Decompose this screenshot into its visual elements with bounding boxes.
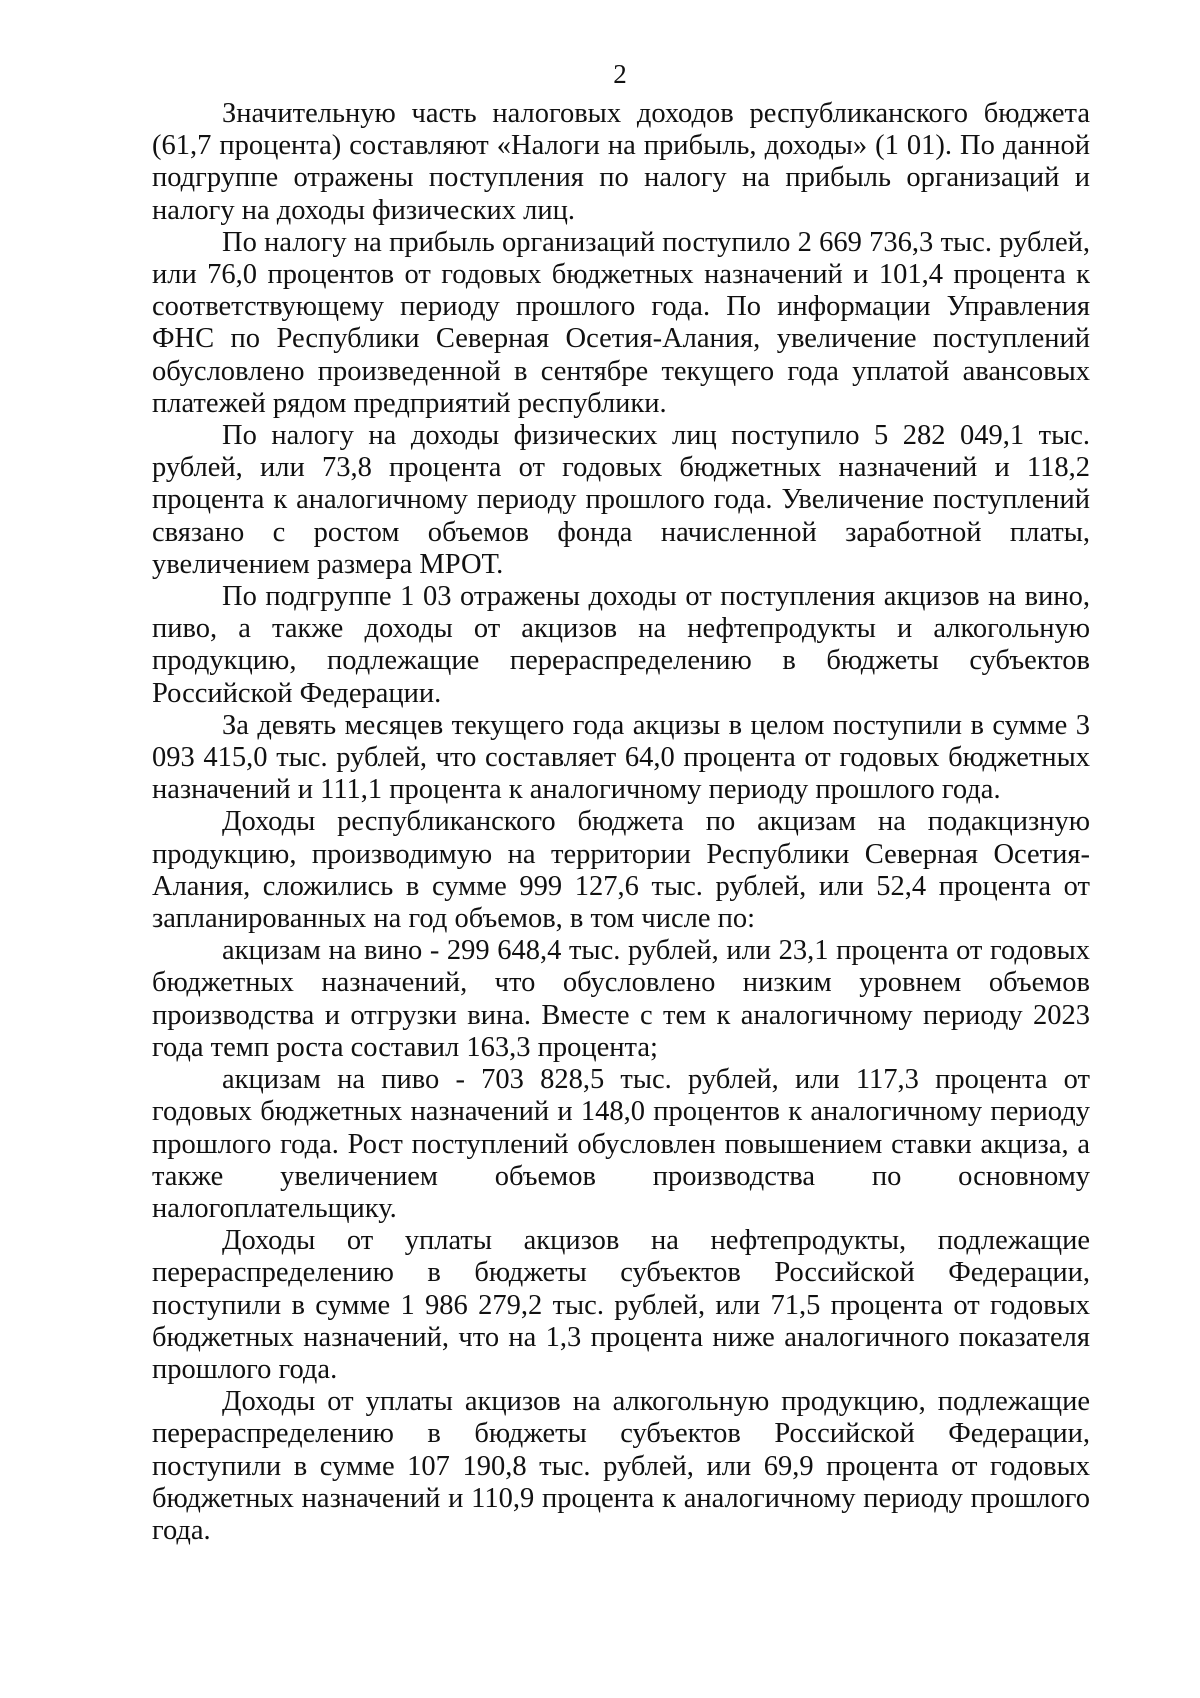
paragraph-excise-subgroup: По подгруппе 1 03 отражены доходы от поступления акцизов на вино, пиво, а также доходы от акцизов на нефтепродукты и алкогольную продукцию, подлежащие перераспределению в бюджеты субъектов Российской Федерации. [152,581,1090,709]
paragraph-excise-local-production: Доходы республиканского бюджета по акцизам на подакцизную продукцию, производимую на территории Республики Северная Осетия-Алания, сложились в сумме 999 127,6 тыс. рублей, или 52,4 процента от запланированных на год объемов, в том числе по: [152,806,1090,935]
page-number: 2 [613,59,627,89]
paragraph-tax-revenue-share: Значительную часть налоговых доходов республиканского бюджета (61,7 процента) составляют «Налоги на прибыль, доходы» (1 01). По данной подгруппе отражены поступления по налогу на прибыль организаций и налогу на доходы физических лиц. [152,98,1090,226]
paragraph-alcohol-excise: Доходы от уплаты акцизов на алкогольную продукцию, подлежащие перераспределению в бюджеты субъектов Российской Федерации, поступили в сумме 107 190,8 тыс. рублей, или 69,9 процента от годовых бюджетных назначений и 110,9 процента к аналогичному периоду прошлого года. [152,1386,1090,1546]
paragraph-profit-tax: По налогу на прибыль организаций поступило 2 669 736,3 тыс. рублей, или 76,0 процентов от годовых бюджетных назначений и 101,4 процента к соответствующему периоду прошлого года. По информации Управления ФНС по Республики Северная Осетия-Алания, увеличение поступлений обусловлено произведенной в сентябре текущего года уплатой авансовых платежей рядом предприятий республики. [152,226,1090,419]
paragraph-oil-products-excise: Доходы от уплаты акцизов на нефтепродукты, подлежащие перераспределению в бюджеты субъектов Российской Федерации, поступили в сумме 1 986 279,2 тыс. рублей, или 71,5 процента от годовых бюджетных назначений, что на 1,3 процента ниже аналогичного показателя прошлого года. [152,1225,1090,1385]
document-body [152,98,1090,1547]
paragraph-personal-income-tax: По налогу на доходы физических лиц поступило 5 282 049,1 тыс. рублей, или 73,8 процента от годовых бюджетных назначений и 118,2 процента к аналогичному периоду прошлого года. Увеличение поступлений связано с ростом объемов фонда начисленной заработной платы, увеличением размера МРОТ. [152,420,1090,580]
paragraph-wine-excise: акцизам на вино - 299 648,4 тыс. рублей, или 23,1 процента от годовых бюджетных назначений, что обусловлено низким уровнем объемов производства и отгрузки вина. Вместе с тем к аналогичному периоду 2023 года темп роста составил 163,3 процента; [152,935,1090,1063]
paragraph-excise-total: За девять месяцев текущего года акцизы в целом поступили в сумме 3 093 415,0 тыс. рублей, что составляет 64,0 процента от годовых бюджетных назначений и 111,1 процента к аналогичному периоду прошлого года. [152,709,1090,806]
paragraph-beer-excise: акцизам на пиво - 703 828,5 тыс. рублей, или 117,3 процента от годовых бюджетных назначений и 148,0 процентов к аналогичному периоду прошлого года. Рост поступлений обусловлен повышением ставки акциза, а также увеличением объемов производства по основному налогоплательщику. [152,1064,1090,1224]
